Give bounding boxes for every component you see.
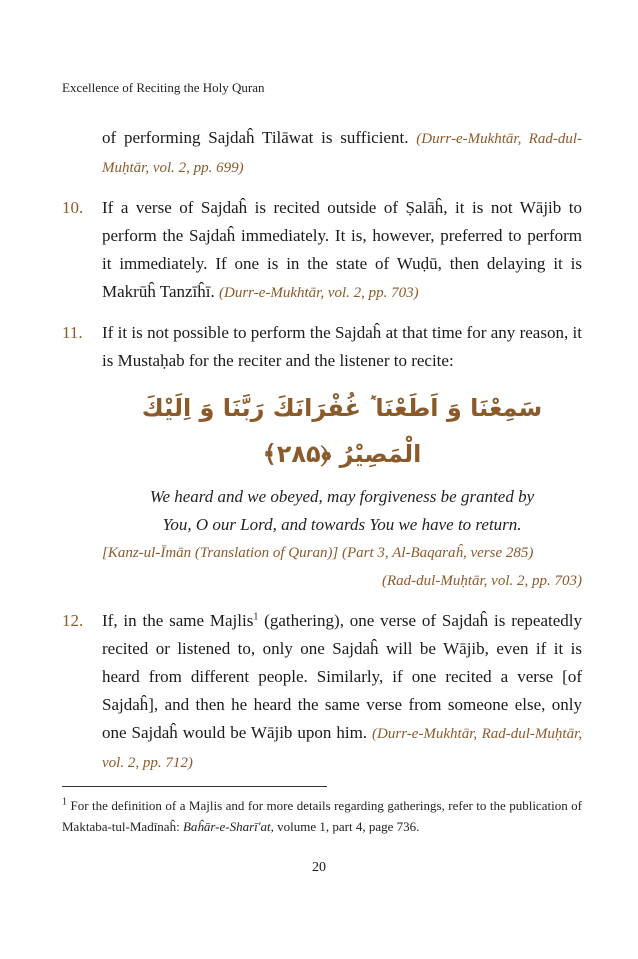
item-citation: (Durr-e-Mukhtār, Rad-dul-Muḥtār, vol. 2, pp. 712) bbox=[102, 726, 582, 771]
list-item-12 bbox=[62, 607, 582, 777]
footnote-text: For the definition of a Majlis and for more details regarding gatherings, refer to the publication of Maktaba-tul-Madīnaĥ: bbox=[62, 798, 582, 834]
item-citation: (Durr-e-Mukhtār, vol. 2, pp. 703) bbox=[219, 285, 419, 301]
translation-line: You, O our Lord, and towards You we have to return. bbox=[162, 515, 522, 534]
continuation-citation: (Durr-e-Mukhtār, Rad-dul-Muḥtār, vol. 2, pp. 699) bbox=[102, 131, 582, 176]
footnote-book-title: Baĥār-e-Sharī'at bbox=[182, 819, 271, 834]
item-text: If it is not possible to perform the Sajdaĥ at that time for any reason, it is Mustaḥab for the reciter and the listener to recite: bbox=[102, 323, 582, 370]
item-body bbox=[102, 607, 582, 777]
item-text: (gathering), one verse of Sajdaĥ is repeatedly recited or listened to, only one Sajdaĥ will be Wājib, even if it is heard from different people. Similarly, if one recited a verse [of Sajdaĥ], and then he heard the same verse from someone else, only one Sajdaĥ would be Wājib upon him. bbox=[102, 611, 582, 742]
page-content bbox=[62, 124, 582, 777]
item-body bbox=[102, 319, 582, 375]
item-number: 12. bbox=[62, 611, 84, 630]
item-body bbox=[102, 194, 582, 307]
footnote bbox=[62, 795, 582, 837]
item-number: 11. bbox=[62, 323, 83, 342]
continuation-paragraph bbox=[102, 124, 582, 182]
list-item-11 bbox=[62, 319, 582, 375]
arabic-verse: سَمِعْنَا وَ اَطَعْنَا ٞ غُفْرَانَكَ رَبَّنَا وَ اِلَيْكَ الْمَصِيْرُ ﴿۲۸۵﴾ bbox=[141, 394, 543, 468]
page-number: 20 bbox=[312, 860, 326, 875]
item-text: If a verse of Sajdaĥ is recited outside of Ṣalāĥ, it is not Wājib to perform the Sajdaĥ immediately. It is, however, preferred to perform it immediately. If one is in the state of Wuḍū, then delaying it is Makrūĥ Tanzīĥī. bbox=[102, 198, 582, 301]
verse-translation bbox=[102, 483, 582, 539]
item-text: If, in the same Majlis bbox=[102, 611, 254, 630]
item-number: 10. bbox=[62, 198, 84, 217]
reference-line: (Rad-dul-Muḥtār, vol. 2, pp. 703) bbox=[382, 573, 582, 589]
running-header: Excellence of Reciting the Holy Quran bbox=[62, 80, 265, 95]
list-item-10 bbox=[62, 194, 582, 307]
footnote-text: , volume 1, part 4, page 736. bbox=[270, 819, 420, 834]
verse-reference bbox=[102, 539, 582, 595]
reference-line: [Kanz-ul-Īmān (Translation of Quran)] (Part 3, Al-Baqaraĥ, verse 285) bbox=[102, 545, 534, 561]
footnote-divider bbox=[62, 786, 327, 787]
continuation-text: of performing Sajdaĥ Tilāwat is sufficient. bbox=[102, 128, 409, 147]
footnote-marker: 1 bbox=[62, 796, 67, 808]
footnote-reference[interactable]: 1 bbox=[253, 611, 259, 623]
translation-line: We heard and we obeyed, may forgiveness be granted by bbox=[149, 487, 535, 506]
